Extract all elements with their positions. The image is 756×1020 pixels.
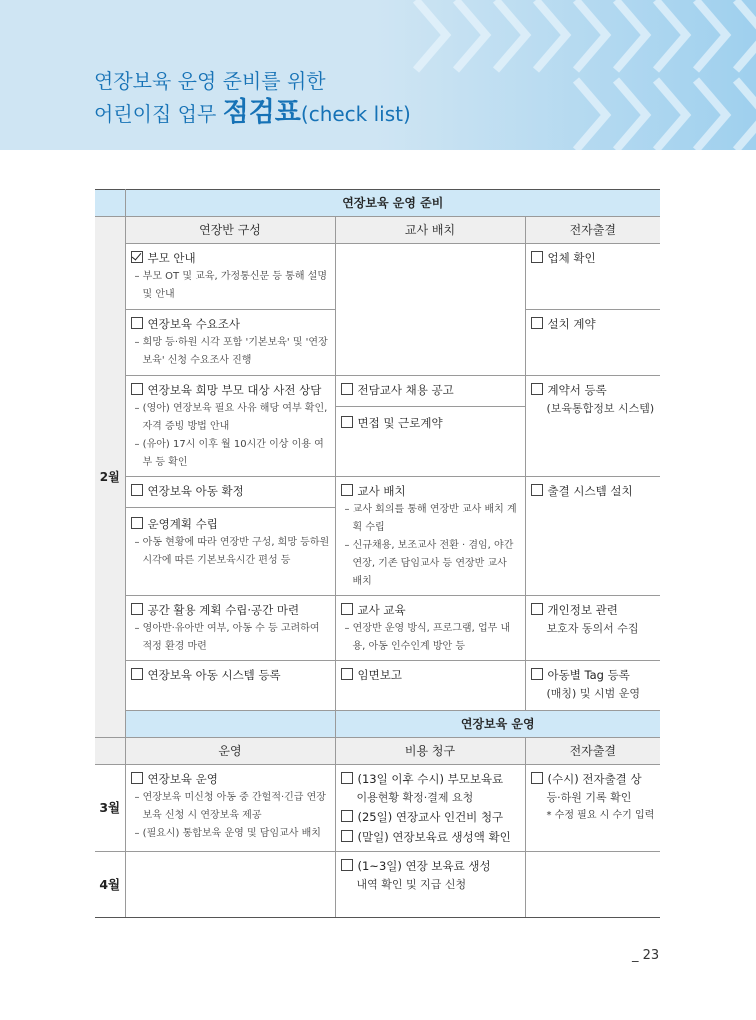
checkbox[interactable] [131, 383, 143, 395]
month-label: 2월 [95, 217, 125, 738]
checklist-cell: 설치 계약 [525, 310, 660, 376]
checkbox[interactable] [531, 772, 543, 784]
title-line-2-post: (check list) [300, 102, 411, 126]
checklist-cell: 출결 시스템 설치 [525, 477, 660, 596]
checklist-table [95, 189, 660, 918]
table-row [95, 765, 660, 852]
checkbox[interactable] [341, 383, 353, 395]
empty-cell [125, 852, 335, 918]
empty-cell [335, 244, 525, 376]
column-header: 운영 [125, 738, 335, 765]
checklist-cell: 연장보육 희망 부모 대상 사전 상담 – (영아) 연장보육 필요 사유 해당 여부 확인, 자격 증빙 방법 안내 – (유아) 17시 이후 월 10시간 이상 이용 여부 등 확인 [125, 376, 335, 477]
section-title: 연장보육 운영 [335, 711, 660, 738]
checkbox[interactable] [531, 603, 543, 615]
section-title: 연장보육 운영 준비 [125, 190, 660, 217]
checklist-cell: 교사 배치 – 교사 회의를 통해 연장반 교사 배치 계획 수립 – 신규채용, 보조교사 전환 · 겸임, 야간연장, 기존 담임교사 등 연장반 교사 배치 [335, 477, 525, 596]
checkbox[interactable] [531, 383, 543, 395]
checklist-cell: (수시) 전자출결 상 등·하원 기록 확인 * 수정 필요 시 수기 입력 [525, 765, 660, 852]
table-row [95, 244, 660, 310]
chevron-pattern-decoration [376, 0, 756, 150]
title-line-2-bold: 점검표 [222, 97, 301, 128]
checkbox[interactable] [131, 603, 143, 615]
title-line-1: 연장보육 운영 준비를 위한 [94, 69, 326, 93]
checked-checkbox[interactable] [131, 251, 143, 263]
month-cell-empty [95, 738, 125, 765]
checkbox[interactable] [531, 668, 543, 680]
column-header: 교사 배치 [335, 217, 525, 244]
checklist-cell: 연장보육 아동 확정 운영계획 수립 – 아동 현황에 따라 연장반 구성, 희망 등하원 시각에 따른 기본보육시간 편성 등 [125, 477, 335, 596]
checklist-cell: 전담교사 채용 공고 면접 및 근로계약 [335, 376, 525, 477]
checklist-cell: 연장보육 수요조사 – 희망 등·하원 시각 포함 '기본보육' 및 '연장보육' 신청 수요조사 진행 [125, 310, 335, 376]
checkbox[interactable] [531, 484, 543, 496]
column-header-row [95, 217, 660, 244]
page-number: _ 23 [632, 948, 660, 963]
checklist-cell: (13일 이후 수시) 부모보육료 이용현황 확정·결제 요청 (25일) 연장교사 인건비 청구 (말일) 연장보육료 생성액 확인 [335, 765, 525, 852]
column-header: 비용 청구 [335, 738, 525, 765]
checklist-cell: 부모 안내 – 부모 OT 및 교육, 가정통신문 등 통해 설명 및 안내 [125, 244, 335, 310]
checkbox[interactable] [341, 772, 353, 784]
checkbox[interactable] [131, 772, 143, 784]
checklist-cell: 아동별 Tag 등록 (매칭) 및 시범 운영 [525, 661, 660, 711]
checkbox[interactable] [341, 859, 353, 871]
checkbox[interactable] [341, 668, 353, 680]
checklist-cell: 개인정보 관련 보호자 동의서 수집 [525, 596, 660, 661]
checkbox[interactable] [531, 251, 543, 263]
table-row [95, 477, 660, 596]
title-line-2-pre: 어린이집 업무 [94, 102, 223, 126]
empty-cell [525, 852, 660, 918]
checkbox[interactable] [341, 416, 353, 428]
table-row [95, 661, 660, 711]
month-label: 3월 [95, 765, 125, 852]
column-header: 전자출결 [525, 217, 660, 244]
table-row [95, 376, 660, 477]
checklist-cell: (1~3일) 연장 보육료 생성 내역 확인 및 지급 신청 [335, 852, 525, 918]
checkbox[interactable] [131, 317, 143, 329]
table-row [95, 852, 660, 918]
header-banner [0, 0, 756, 150]
page-title [94, 66, 411, 131]
checklist-cell: 임면보고 [335, 661, 525, 711]
table-row [95, 596, 660, 661]
checkbox[interactable] [131, 517, 143, 529]
checkbox[interactable] [131, 668, 143, 680]
checklist-cell: 업체 확인 [525, 244, 660, 310]
checkbox[interactable] [341, 810, 353, 822]
checkbox[interactable] [341, 830, 353, 842]
checklist-cell: 연장보육 운영 – 연장보육 미신청 아동 중 간헐적·긴급 연장보육 신청 시 연장보육 제공 – (필요시) 통합보육 운영 및 담임교사 배치 [125, 765, 335, 852]
column-header-row [95, 738, 660, 765]
section-header-row [95, 190, 660, 217]
checklist-cell: 공간 활용 계획 수립·공간 마련 – 영아반·유아반 여부, 아동 수 등 고려하여 적정 환경 마련 [125, 596, 335, 661]
checklist-cell: 교사 교육 – 연장반 운영 방식, 프로그램, 업무 내용, 아동 인수인계 방안 등 [335, 596, 525, 661]
month-label: 4월 [95, 852, 125, 918]
section-month-cell [95, 190, 125, 217]
checkbox[interactable] [341, 484, 353, 496]
checkbox[interactable] [131, 484, 143, 496]
section-month-cell [125, 711, 335, 738]
column-header: 연장반 구성 [125, 217, 335, 244]
checkbox[interactable] [531, 317, 543, 329]
checkbox[interactable] [341, 603, 353, 615]
checklist-cell: 계약서 등록 (보육통합정보 시스템) [525, 376, 660, 477]
column-header: 전자출결 [525, 738, 660, 765]
section-header-row [95, 711, 660, 738]
title-line-2 [94, 96, 411, 131]
checklist-cell: 연장보육 아동 시스템 등록 [125, 661, 335, 711]
